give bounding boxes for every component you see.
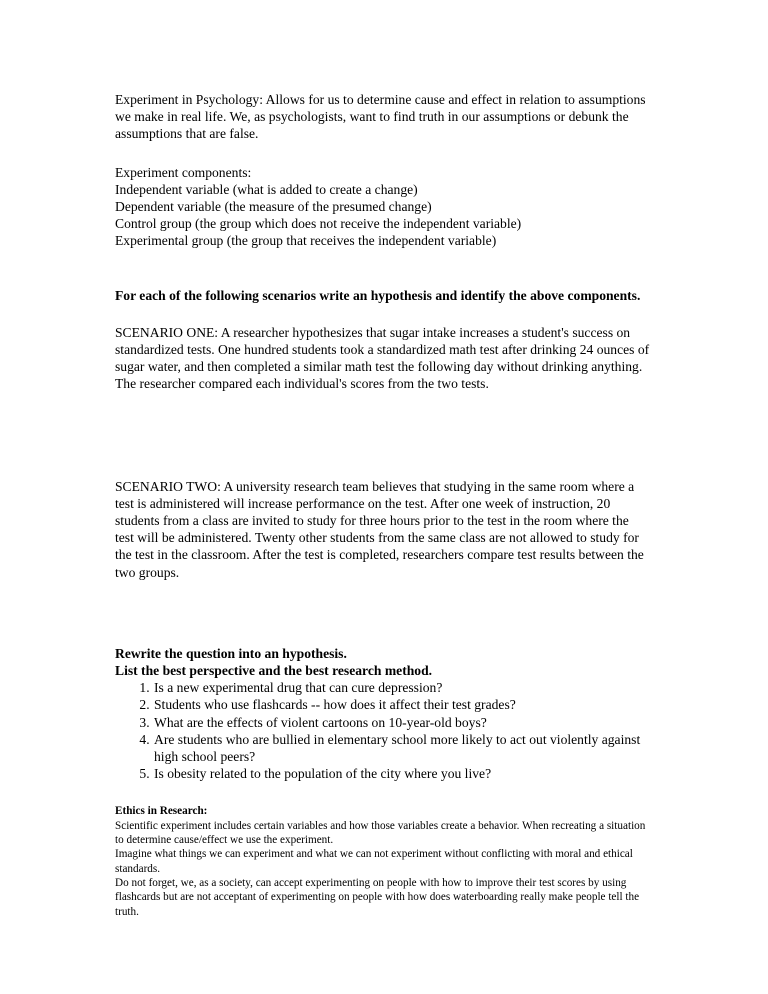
component-control-group: Control group (the group which does not receive the independent variable) (115, 216, 522, 232)
rewrite-heading: Rewrite the question into an hypothesis. (115, 645, 347, 661)
question-list (115, 679, 650, 782)
scenario-one: SCENARIO ONE: A researcher hypothesizes that sugar intake increases a student's success on standardized tests. One hundred students took a standardized math test after drinking 24 ounces of sugar water, and then completed a similar math test the following day without drinking anything. The researcher compared each individual's scores from the two tests. (115, 324, 650, 392)
rewrite-section (115, 645, 650, 783)
scenario-two: SCENARIO TWO: A university research team believes that studying in the same room where a test is administered will increase performance on the test. After one week of instruction, 20 students from a class are invited to study for three hours prior to the test in the room where the test will be administered. Twenty other students from the same class are not allowed to study for the test in the classroom. After the test is completed, researchers compare test results between the two groups. (115, 478, 644, 580)
ethics-paragraph: Do not forget, we, as a society, can accept experimenting on people with how to improve their test scores by using flashcards but are not acceptant of experimenting on people with how does waterboarding really make people tell the truth. (115, 876, 640, 918)
question-item: 2. Students who use flashcards -- how does it affect their test grades? (153, 696, 650, 713)
question-item: 1. Is a new experimental drug that can cure depression? (153, 679, 650, 696)
perspective-heading: List the best perspective and the best research method. (115, 663, 433, 679)
component-dependent-variable: Dependent variable (the measure of the presumed change) (115, 199, 432, 215)
document-page (115, 91, 650, 919)
ethics-paragraph: Imagine what things we can experiment and what we can not experiment without conflicting with moral and ethical standards. (115, 848, 633, 875)
ethics-paragraph: Scientific experiment includes certain variables and how those variables create a behavior. When recreating a situation to determine cause/effect we use the experiment. (115, 819, 646, 847)
ethics-heading: Ethics in Research: (115, 805, 208, 818)
question-item: 3. What are the effects of violent cartoons on 10-year-old boys? (153, 714, 650, 731)
components-heading: Experiment components: (115, 164, 252, 180)
question-item: 4. Are students who are bullied in elementary school more likely to act out violently against high school peers? (153, 731, 650, 765)
ethics-section (115, 804, 650, 918)
component-experimental-group: Experimental group (the group that receives the independent variable) (115, 233, 497, 249)
components-section (115, 164, 650, 250)
question-item: 5. Is obesity related to the population of the city where you live? (153, 765, 650, 782)
scenario-instruction: For each of the following scenarios write an hypothesis and identify the above components. (115, 287, 641, 303)
component-independent-variable: Independent variable (what is added to create a change) (115, 181, 418, 197)
intro-paragraph: Experiment in Psychology: Allows for us to determine cause and effect in relation to assumptions we make in real life. We, as psychologists, want to find truth in our assumptions or debunk the assumptions that are false. (115, 92, 646, 142)
